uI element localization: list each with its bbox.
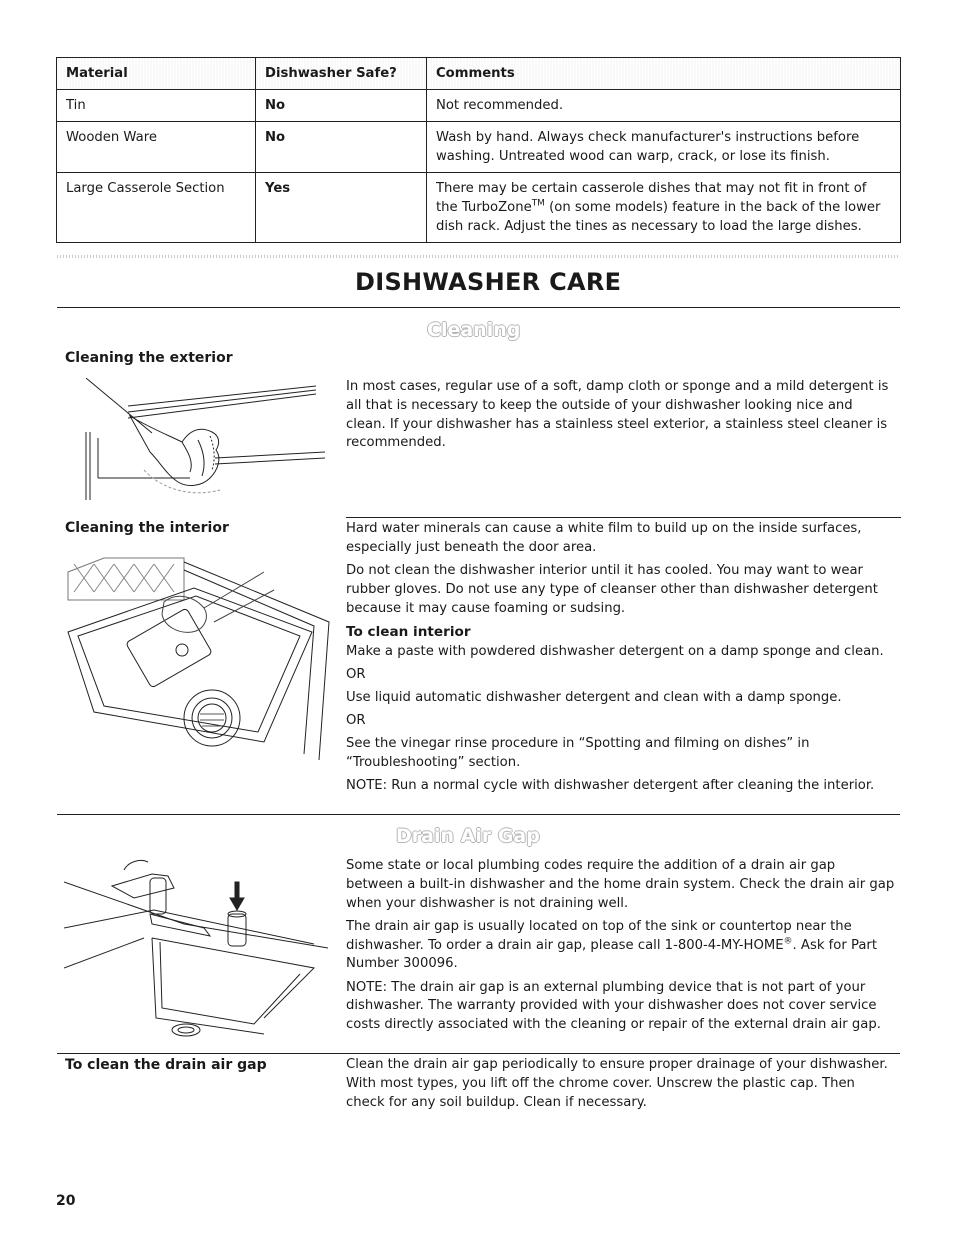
safe-cell: No (256, 90, 427, 122)
table-header-row (57, 58, 901, 90)
drain-air-gap-illustration (64, 858, 334, 1044)
title-rule (57, 307, 900, 308)
column-header-material: Material (57, 58, 256, 90)
cleaning-exterior-heading: Cleaning the exterior (65, 350, 233, 366)
safe-cell: Yes (256, 173, 427, 243)
interior-note: NOTE: Run a normal cycle with dishwasher detergent after cleaning the interior. (346, 778, 875, 794)
table-row (57, 173, 901, 243)
page-number: 20 (56, 1193, 76, 1209)
drain-paragraph-2: The drain air gap is usually located on top of the sink or countertop near the dishwasher. To order a drain air gap, please call 1-800-4-MY-HOME®. Ask for Part Number 300096. (346, 918, 878, 972)
comment-cell: There may be certain casserole dishes that may not fit in front of the TurboZone™ (on some models) feature in the back of the lower dish rack. Adjust the tines as necessary to load the large dishes. (427, 173, 901, 243)
table-row (57, 122, 901, 173)
comment-cell: Not recommended. (427, 90, 901, 122)
cleaning-interior-heading: Cleaning the interior (65, 520, 229, 536)
interior-paragraph-2: Do not clean the dishwasher interior until it has cooled. You may want to wear rubber gloves. Do not use any type of cleanser other than dishwasher detergent because it may cause foaming or sudsing. (346, 562, 878, 616)
or-separator-2: OR (346, 713, 366, 729)
to-clean-interior-heading: To clean interior (346, 623, 471, 640)
clean-drain-air-gap-heading: To clean the drain air gap (65, 1057, 267, 1073)
cleaning-interior-body (346, 520, 896, 800)
exterior-interior-rule (346, 517, 901, 518)
interior-step-2: Use liquid automatic dishwasher detergent and clean with a damp sponge. (346, 689, 842, 705)
column-header-dishwasher-safe: Dishwasher Safe? (256, 58, 427, 90)
drain-air-gap-body (346, 857, 896, 1039)
material-cell: Wooden Ware (57, 122, 256, 173)
material-cell: Large Casserole Section (57, 173, 256, 243)
comment-cell: Wash by hand. Always check manufacturer's instructions before washing. Untreated wood can warp, crack, or lose its finish. (427, 122, 901, 173)
materials-table (56, 57, 901, 243)
or-separator-1: OR (346, 666, 366, 682)
page-title: DISHWASHER CARE (355, 268, 622, 296)
interior-step-3: See the vinegar rinse procedure in “Spotting and filming on dishes” in “Troubleshooting” section. (346, 736, 810, 771)
table-row (57, 90, 901, 122)
cleaning-exterior-text: In most cases, regular use of a soft, damp cloth or sponge and a mild detergent is all that is necessary to keep the outside of your dishwasher looking nice and clean. If your dishwasher has a stainless steel exterior, a stainless steel cleaner is recommended. (346, 379, 889, 451)
exterior-cleaning-illustration (70, 378, 330, 506)
drain-clean-rule (57, 1053, 900, 1054)
interior-cleaning-illustration (64, 542, 332, 760)
clean-drain-air-gap-text: Clean the drain air gap periodically to ensure proper drainage of your dishwasher. With most types, you lift off the chrome cover. Unscrew the plastic cap. Then check for any soil buildup. Clean if necessary. (346, 1057, 888, 1110)
interior-step-1: Make a paste with powdered dishwasher detergent on a damp sponge and clean. (346, 643, 884, 659)
drain-note: NOTE: The drain air gap is an external plumbing device that is not part of your dishwasher. The warranty provided with your dishwasher does not cover service costs directly associated with the cleaning or repair of the external drain air gap. (346, 979, 881, 1033)
hatched-divider (57, 255, 900, 258)
drain-section-rule (57, 814, 900, 815)
material-cell: Tin (57, 90, 256, 122)
column-header-comments: Comments (427, 58, 901, 90)
interior-paragraph-1: Hard water minerals can cause a white film to build up on the inside surfaces, especially just beneath the door area. (346, 521, 862, 555)
cleaning-heading: Cleaning (427, 319, 521, 341)
trademark-symbol: TM (531, 198, 545, 209)
registered-symbol: ® (783, 936, 793, 947)
drain-air-gap-heading: Drain Air Gap (396, 825, 540, 847)
drain-paragraph-1: Some state or local plumbing codes require the addition of a drain air gap between a built-in dishwasher and the home drain system. Check the drain air gap when your dishwasher is not draining well. (346, 858, 895, 911)
safe-cell: No (256, 122, 427, 173)
